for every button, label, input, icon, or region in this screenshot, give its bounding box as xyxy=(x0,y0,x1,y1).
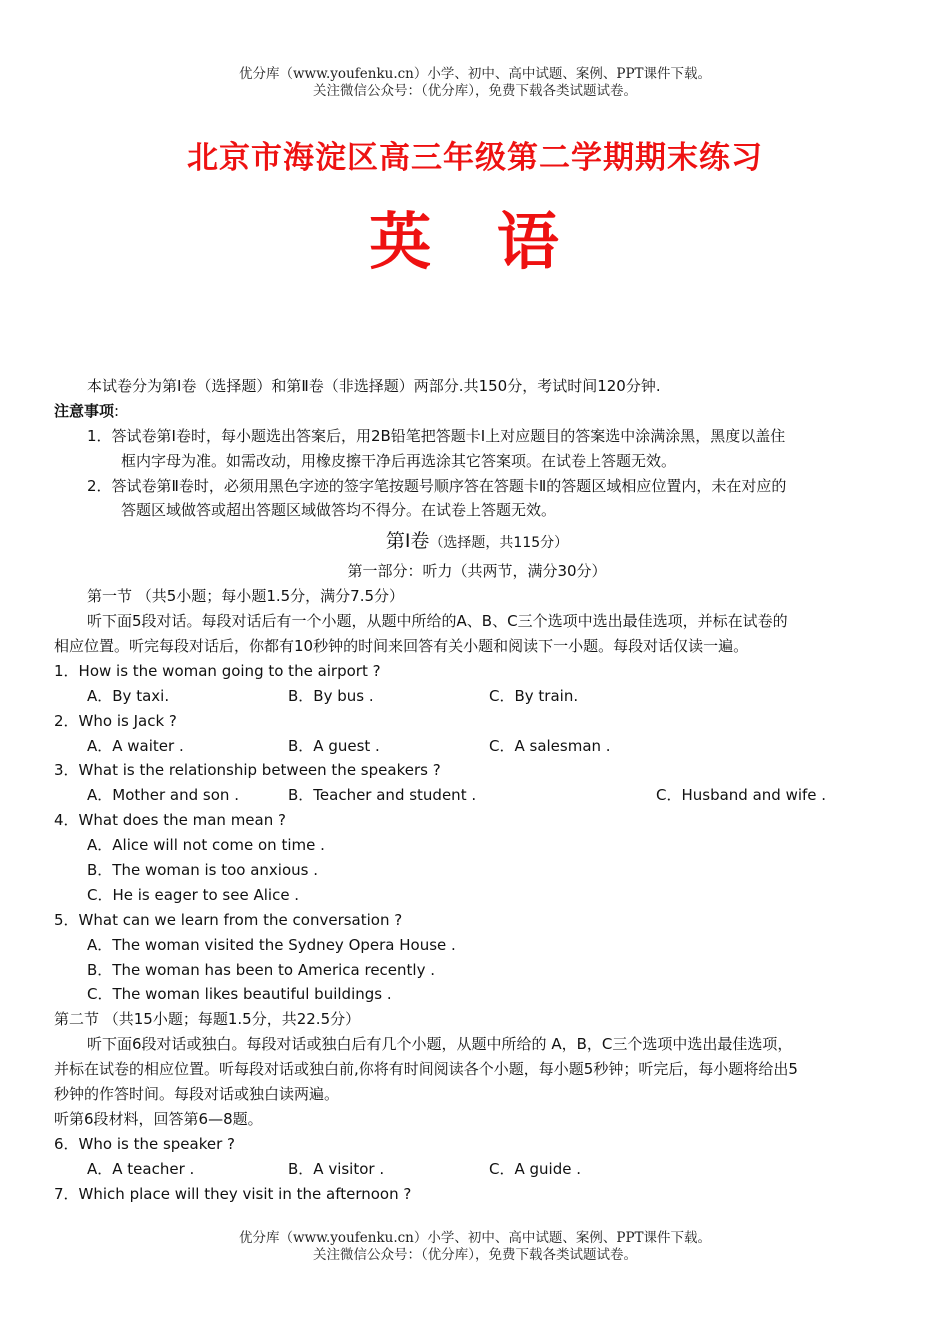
q6-option-a: A．A teacher . xyxy=(87,1159,195,1178)
notice-item-1a: 1．答试卷第Ⅰ卷时，每小题选出答案后，用2B铅笔把答题卡Ⅰ上对应题目的答案选中涂满涂黑，黑度以盖住 xyxy=(87,426,786,445)
notice-item-1b: 框内字母为准。如需改动，用橡皮擦干净后再选涂其它答案项。在试卷上答题无效。 xyxy=(121,451,677,470)
notice-heading-line xyxy=(54,399,900,424)
header-line-2: 关注微信公众号：（优分库），免费下载各类试题试卷。 xyxy=(313,83,637,99)
notice-item-2a: 2．答试卷第Ⅱ卷时，必须用黑色字迹的签字笔按题号顺序答在答题卡Ⅱ的答题区域相应位置内，未在对应的 xyxy=(87,476,787,495)
question-4: 4．What does the man mean ? xyxy=(54,811,286,830)
section1-instruction-a: 听下面5段对话。每段对话后有一个小题，从题中所给的A、B、C三个选项中选出最佳选项，并标在试卷的 xyxy=(87,612,788,631)
part1-title: 第Ⅰ卷 xyxy=(385,530,430,553)
q2-option-b: B．A guest . xyxy=(288,736,380,755)
question-6-options xyxy=(54,1157,900,1182)
q4-option-a: A．Alice will not come on time . xyxy=(87,836,325,855)
question-5: 5．What can we learn from the conversation ? xyxy=(54,910,403,929)
exam-body xyxy=(54,374,900,1207)
notice-heading: 注意事项 xyxy=(54,401,115,420)
header-line-1: 优分库（www.youfenku.cn）小学、初中、高中试题、案例、PPT课件下载。 xyxy=(238,66,712,82)
section2-heading: 第二节 （共15小题；每题1.5分，共22.5分） xyxy=(54,1010,361,1029)
q6-option-c: C．A guide . xyxy=(489,1159,581,1178)
q3-option-c: C．Husband and wife . xyxy=(656,786,827,805)
section2-instruction-c: 秒钟的作答时间。每段对话或独白读两遍。 xyxy=(54,1085,340,1104)
q4-option-c: C．He is eager to see Alice . xyxy=(87,885,300,904)
footer-line-2: 关注微信公众号：（优分库），免费下载各类试题试卷。 xyxy=(313,1247,637,1263)
question-3: 3．What is the relationship between the speakers ? xyxy=(54,761,441,780)
intro-text: 本试卷分为第Ⅰ卷（选择题）和第Ⅱ卷（非选择题）两部分.共150分，考试时间120分钟. xyxy=(87,377,661,395)
q3-option-b: B．Teacher and student . xyxy=(288,786,477,805)
q2-option-c: C．A salesman . xyxy=(489,736,611,755)
question-1: 1．How is the woman going to the airport ? xyxy=(54,661,381,680)
notice-colon: : xyxy=(114,401,120,420)
part1-heading xyxy=(54,523,900,559)
q1-option-c: C．By train. xyxy=(489,686,579,705)
q5-option-c: C．The woman likes beautiful buildings . xyxy=(87,985,392,1004)
q4-option-b: B．The woman is too anxious . xyxy=(87,861,319,880)
notice-item-2b: 答题区域做答或超出答题区域做答均不得分。在试卷上答题无效。 xyxy=(121,501,557,520)
section1-heading: 第一节 （共5小题；每小题1.5分，满分7.5分） xyxy=(87,587,405,606)
q2-option-a: A．A waiter . xyxy=(87,736,184,755)
q5-option-a: A．The woman visited the Sydney Opera House . xyxy=(87,935,456,954)
question-2: 2．Who is Jack ? xyxy=(54,711,177,730)
q5-option-b: B．The woman has been to America recently . xyxy=(87,960,435,979)
question-2-options xyxy=(54,734,900,759)
material-6-note: 听第6段材料，回答第6—8题。 xyxy=(54,1109,263,1128)
page-header xyxy=(0,66,950,100)
question-3-options xyxy=(54,783,900,808)
q6-option-b: B．A visitor . xyxy=(288,1159,385,1178)
question-1-options xyxy=(54,684,900,709)
q3-option-a: A．Mother and son . xyxy=(87,786,239,805)
section1-instruction-b: 相应位置。听完每段对话后，你都有10秒钟的时间来回答有关小题和阅读下一小题。每段对话仅读一遍。 xyxy=(54,637,749,656)
page-footer xyxy=(0,1230,950,1264)
q1-option-a: A．By taxi. xyxy=(87,686,170,705)
exam-title: 北京市海淀区高三年级第二学期期末练习 xyxy=(187,140,763,176)
q1-option-b: B．By bus . xyxy=(288,686,374,705)
question-6: 6．Who is the speaker ? xyxy=(54,1134,235,1153)
section2-instruction-b: 并标在试卷的相应位置。听每段对话或独白前,你将有时间阅读各个小题，每小题5秒钟；听完后，每小题将给出5 xyxy=(54,1060,798,1079)
part1-subtitle: （选择题，共115分） xyxy=(429,535,569,552)
listening-heading: 第一部分：听力（共两节，满分30分） xyxy=(347,562,607,581)
question-7: 7．Which place will they visit in the afternoon ? xyxy=(54,1184,412,1203)
exam-subject: 英 语 xyxy=(369,205,581,278)
section2-instruction-a: 听下面6段对话或独白。每段对话或独白后有几个小题，从题中所给的 A，B，C三个选项中选出最佳选项， xyxy=(87,1035,793,1054)
footer-line-1: 优分库（www.youfenku.cn）小学、初中、高中试题、案例、PPT课件下载。 xyxy=(238,1230,712,1246)
